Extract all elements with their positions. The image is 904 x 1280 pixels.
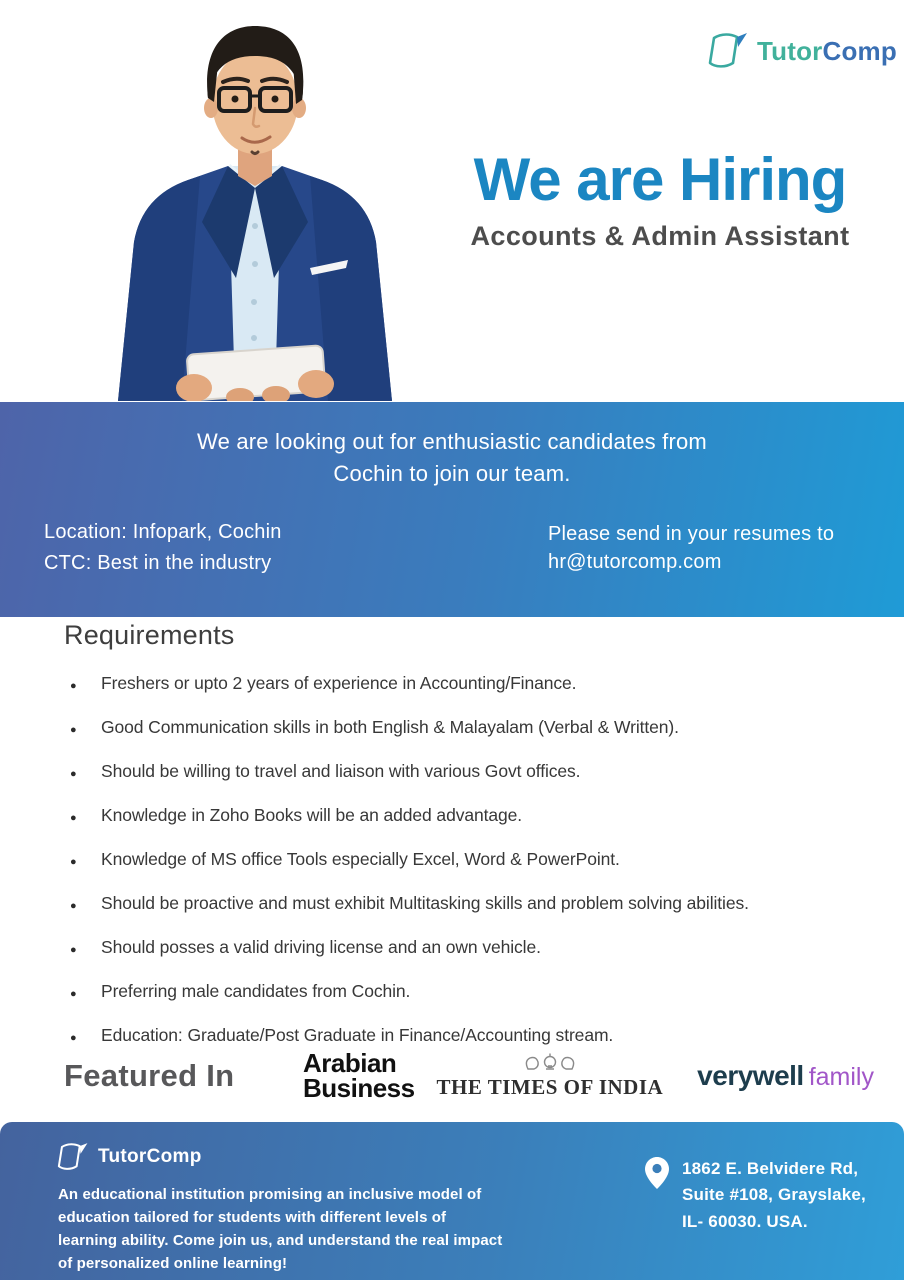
- arabian-business-logo: [302, 1048, 437, 1103]
- ctc-line: CTC: Best in the industry: [44, 552, 272, 574]
- featured-in-heading: Featured In: [64, 1058, 235, 1093]
- requirement-text: Freshers or upto 2 years of experience in Accounting/Finance.: [101, 673, 577, 693]
- footer-brand-name: TutorComp: [98, 1146, 202, 1167]
- location-pin-icon: [644, 1156, 670, 1190]
- requirement-item: [64, 981, 854, 1001]
- resume-label: Please send in your resumes to: [548, 523, 835, 545]
- address-line3: IL- 60030. USA.: [682, 1211, 808, 1231]
- footer-address: [644, 1156, 866, 1235]
- man-in-suit-illustration: [90, 16, 420, 401]
- requirement-text: Education: Graduate/Post Graduate in Finance/Accounting stream.: [101, 1025, 614, 1045]
- address-line2: Suite #108, Grayslake,: [682, 1185, 866, 1205]
- requirement-item: [64, 717, 854, 737]
- arabian-line2: Business: [302, 1073, 415, 1103]
- info-banner: [0, 402, 904, 617]
- hr-email-link[interactable]: hr@tutorcomp.com: [548, 551, 722, 573]
- requirement-item: [64, 937, 854, 957]
- requirement-text: Knowledge of MS office Tools especially Excel, Word & PowerPoint.: [101, 849, 620, 869]
- brand-name: [757, 36, 897, 67]
- requirement-item: [64, 849, 854, 869]
- job-title: Accounts & Admin Assistant: [470, 221, 850, 251]
- banner-intro: [0, 402, 904, 490]
- times-of-india-crest-icon: [518, 1053, 582, 1073]
- tutorcomp-paper-icon: [705, 30, 749, 72]
- location-block: [44, 517, 282, 579]
- verywell-family-logo: [697, 1060, 874, 1092]
- requirement-text: Should posses a valid driving license and an own vehicle.: [101, 937, 541, 957]
- family-text: family: [808, 1063, 874, 1091]
- location-line: Location: Infopark, Cochin: [44, 521, 282, 543]
- brand-name-tutor: Tutor: [757, 35, 823, 66]
- featured-in-section: [64, 1040, 874, 1112]
- footer: [0, 1122, 904, 1280]
- brand-name-comp: Comp: [822, 35, 897, 66]
- address-line1: 1862 E. Belvidere Rd,: [682, 1159, 859, 1178]
- requirement-item: [64, 761, 854, 781]
- title-block: [440, 148, 880, 252]
- brand-logo-top: [705, 30, 897, 72]
- requirement-text: Knowledge in Zoho Books will be an added advantage.: [101, 805, 523, 825]
- requirement-text: Should be willing to travel and liaison with various Govt offices.: [101, 761, 581, 781]
- banner-intro-line2: Cochin to join our team.: [333, 460, 571, 486]
- footer-description: An educational institution promising an inclusive model of education tailored for students with different levels of learning ability. Come join us, and understand the real impact of personalized online learning!: [58, 1186, 503, 1272]
- times-of-india-logo: [437, 1053, 664, 1100]
- requirement-item: [64, 673, 854, 693]
- tutorcomp-paper-icon-white: [55, 1140, 89, 1174]
- address-text: [682, 1156, 866, 1235]
- requirements-list: [64, 673, 854, 1045]
- requirement-text: Good Communication skills in both English & Malayalam (Verbal & Written).: [101, 717, 679, 737]
- requirements-heading: Requirements: [64, 620, 235, 650]
- requirement-item: [64, 805, 854, 825]
- requirement-text: Should be proactive and must exhibit Multitasking skills and problem solving abilities.: [101, 893, 749, 913]
- requirement-item: [64, 893, 854, 913]
- times-of-india-text: THE TIMES OF INDIA: [436, 1074, 664, 1099]
- page-title: We are Hiring: [473, 146, 847, 213]
- requirement-text: Preferring male candidates from Cochin.: [101, 981, 411, 1001]
- verywell-text: verywell: [697, 1060, 804, 1091]
- banner-intro-line1: We are looking out for enthusiastic candidates from: [197, 429, 707, 454]
- arabian-line1: Arabian: [302, 1048, 397, 1079]
- footer-brand-logo: [55, 1140, 202, 1174]
- candidate-photo: [90, 16, 420, 401]
- resume-block: [548, 520, 834, 576]
- requirements-section: [64, 620, 854, 1069]
